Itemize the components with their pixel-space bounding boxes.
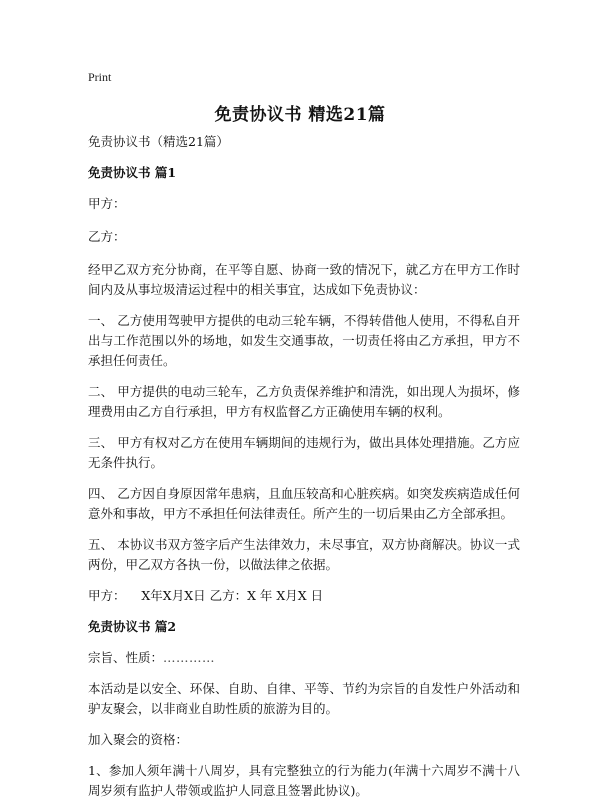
clause-5: 五、 本协议书双方签字后产生法律效力，未尽事宜，双方协商解决。协议一式两份，甲乙双方各执一份，以做法律之依据。 (88, 537, 520, 572)
signature-line: 甲方： X年X月X日 乙方：X 年 X月X 日 (88, 588, 324, 603)
clause-1: 一、 乙方使用驾驶甲方提供的电动三轮车辆，不得转借他人使用，不得私自开出与工作范围以外的场地，如发生交通事故，一切责任将由乙方承担，甲方不承担任何责任。 (88, 313, 520, 368)
qualification-1: 1、参加人须年满十八周岁，具有完整独立的行为能力(年满十六周岁不满十八周岁须有监护人带领或监护人同意且签署此协议)。 (88, 763, 520, 798)
agreement-intro: 经甲乙双方充分协商，在平等自愿、协商一致的情况下，就乙方在甲方工作时间内及从事垃圾清运过程中的相关事宜，达成如下免责协议： (88, 262, 520, 297)
purpose-label: 宗旨、性质： (88, 650, 164, 665)
purpose-line (88, 648, 520, 668)
clause-4: 四、 乙方因自身原因常年患病，且血压较高和心脏疾病。如突发疾病造成任何意外和事故，甲方不承担任何法律责任。所产生的一切后果由乙方全部承担。 (88, 486, 520, 521)
print-label: Print (88, 70, 112, 84)
section-heading-2: 免责协议书 篇2 (88, 619, 177, 634)
document-body (88, 132, 520, 812)
clause-2: 二、 甲方提供的电动三轮车，乙方负责保养维护和清洗，如出现人为损坏，修理费用由乙方自行承担，甲方有权监督乙方正确使用车辆的权利。 (88, 384, 520, 419)
qualification-label: 加入聚会的资格： (88, 732, 189, 747)
purpose-text: 本活动是以安全、环保、自助、自律、平等、节约为宗旨的自发性户外活动和驴友聚会，以非商业自助性质的旅游为目的。 (88, 681, 520, 716)
section-heading-1: 免责协议书 篇1 (88, 165, 177, 180)
clause-3: 三、 甲方有权对乙方在使用车辆期间的违规行为，做出具体处理措施。乙方应无条件执行。 (88, 435, 520, 470)
party-a-line: 甲方： (88, 196, 126, 211)
page-title: 免责协议书 精选21篇 (214, 105, 386, 125)
party-b-line: 乙方： (88, 229, 126, 244)
purpose-dots: ………… (163, 650, 216, 665)
document-subtitle: 免责协议书（精选21篇） (88, 134, 229, 149)
